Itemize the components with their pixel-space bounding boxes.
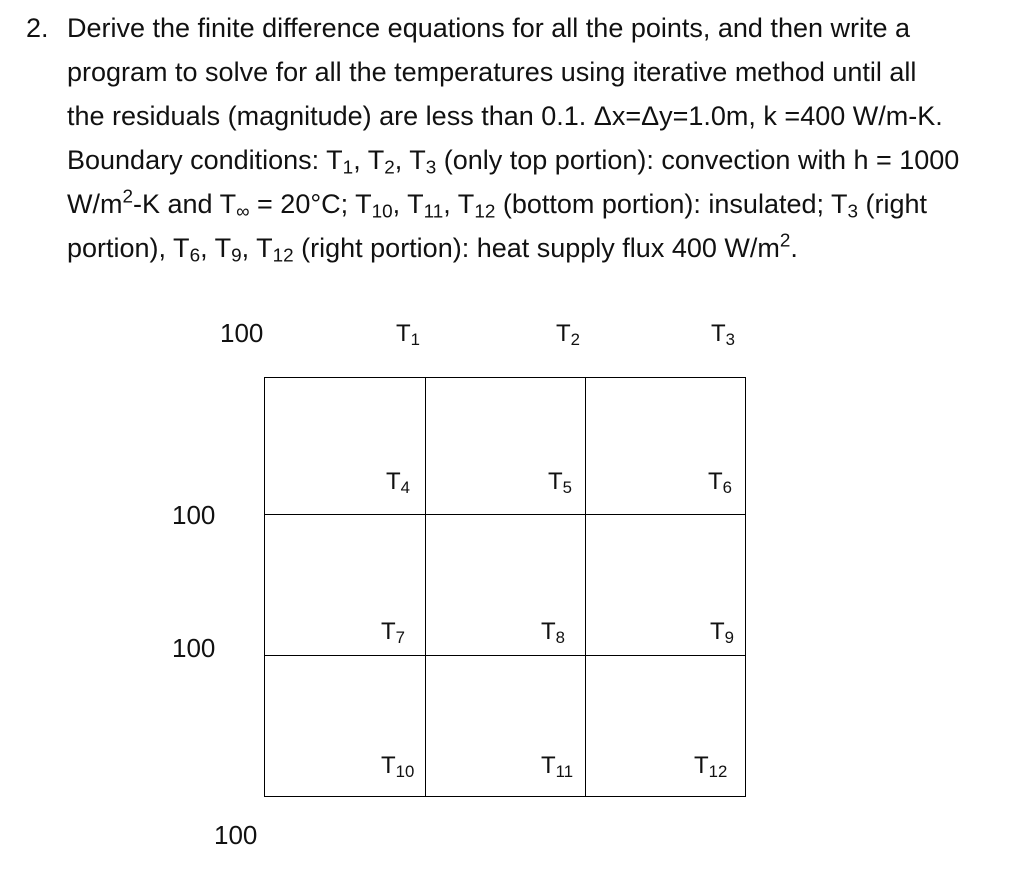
node-t10: $T_{10}$ — [381, 752, 415, 782]
node-t7: $T_7$ — [381, 618, 406, 648]
problem-number: 2. — [26, 13, 49, 43]
node-t2: $T_2$ — [556, 320, 581, 350]
problem-line-6: portion), $T_6$, $T_9$, $T_{12}$ (right portion): heat supply flux 400 $W/m^2$. — [67, 230, 798, 267]
problem-statement — [26, 6, 1016, 270]
node-t5: $T_5$ — [548, 468, 573, 498]
problem-line-5: $W/m^2-K$ and $T_\infty = 20^\circ C$; $T_{10}$, $T_{11}$, $T_{12}$ (bottom portion): insulated; $T_3$ (right — [67, 186, 928, 223]
boundary-temp-left-2: 100 — [172, 633, 216, 663]
node-t6: $T_6$ — [708, 468, 733, 498]
boundary-temp-top-left: 100 — [220, 318, 264, 348]
grid-vertical-line-2 — [585, 378, 586, 796]
grid-horizontal-line-1 — [265, 514, 745, 515]
boundary-temp-bottom-left: 100 — [214, 820, 258, 850]
grid-vertical-line-1 — [425, 378, 426, 796]
problem-line-2: program to solve for all the temperatures using iterative method until all — [67, 57, 917, 87]
boundary-temp-left-1: 100 — [172, 500, 216, 530]
node-t3: $T_3$ — [711, 320, 736, 350]
node-t9: $T_9$ — [710, 618, 735, 648]
node-t1: $T_1$ — [396, 320, 421, 350]
problem-line-1: Derive the finite difference equations for all the points, and then write a — [67, 13, 911, 43]
grid-box — [264, 377, 746, 797]
problem-line-4: Boundary conditions: $T_1$, $T_2$, $T_3$ (only top portion): convection with h = 1000 — [67, 145, 960, 179]
node-t12: $T_{12}$ — [694, 752, 728, 782]
node-t11: $T_{11}$ — [541, 752, 574, 782]
problem-line-3: the residuals (magnitude) are less than 0.1. Δx=Δy=1.0m, k =400 W/m-K. — [67, 101, 943, 131]
grid-horizontal-line-2 — [265, 655, 745, 656]
node-t4: $T_4$ — [386, 468, 411, 498]
node-t8: $T_8$ — [541, 618, 566, 648]
